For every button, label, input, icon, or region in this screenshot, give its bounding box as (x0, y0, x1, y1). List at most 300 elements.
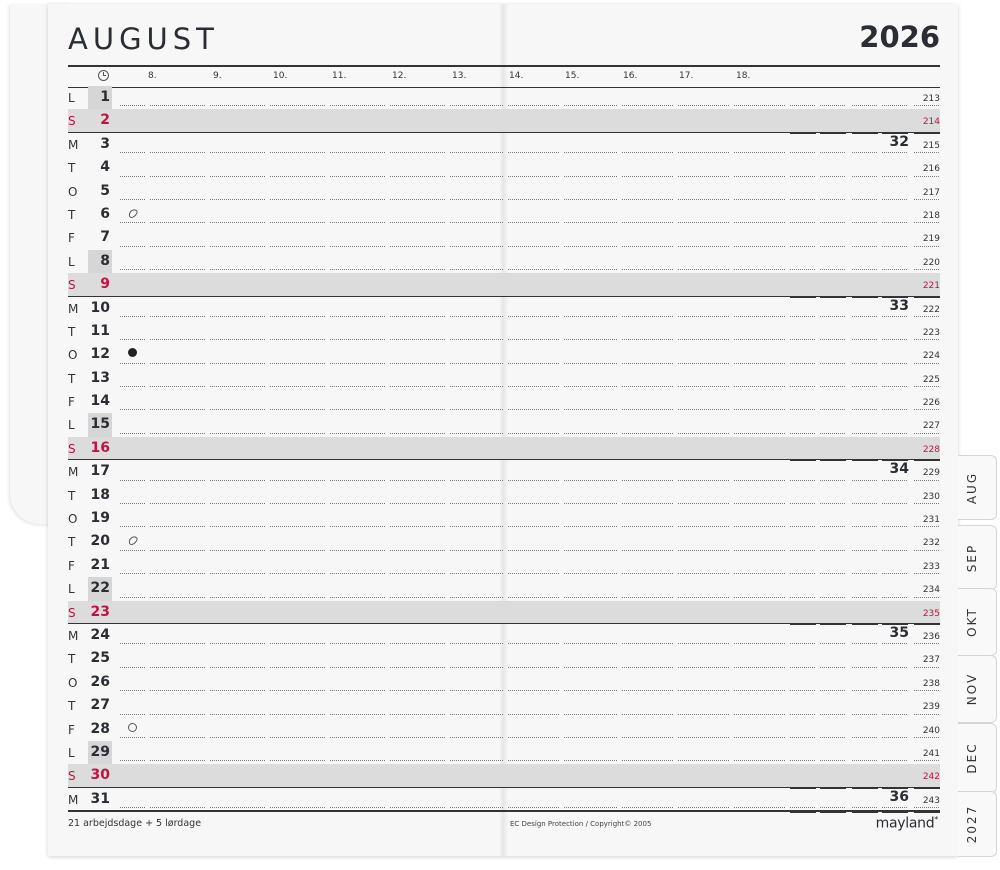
writing-line (508, 246, 560, 247)
day-row[interactable] (68, 133, 940, 156)
moon-phase-full-icon (128, 723, 137, 732)
writing-line (450, 269, 504, 270)
day-number: 20 (90, 533, 110, 550)
day-row[interactable] (68, 577, 940, 600)
day-of-year: 242 (922, 772, 940, 783)
writing-line (150, 363, 206, 364)
day-row[interactable] (68, 601, 940, 624)
writing-line (820, 363, 846, 364)
writing-line (622, 409, 674, 410)
day-of-year: 230 (922, 491, 940, 502)
day-number: 11 (90, 322, 110, 339)
writing-line (390, 433, 446, 434)
writing-line (852, 339, 878, 340)
writing-line (882, 807, 908, 808)
writing-line (120, 105, 146, 106)
day-row[interactable] (68, 250, 940, 273)
writing-line (882, 714, 908, 715)
writing-line (150, 690, 206, 691)
writing-line (210, 433, 266, 434)
weekday-letter: F (68, 722, 75, 737)
writing-line (790, 363, 816, 364)
hour-label: 18. (736, 71, 751, 81)
day-number: 5 (100, 182, 110, 199)
writing-line (120, 409, 146, 410)
day-row[interactable] (68, 671, 940, 694)
writing-line (852, 667, 878, 668)
writing-line (120, 339, 146, 340)
writing-line (790, 269, 816, 270)
writing-line (330, 386, 386, 387)
writing-line (330, 339, 386, 340)
day-number: 25 (90, 650, 110, 667)
writing-line (450, 480, 504, 481)
day-row[interactable] (68, 86, 940, 109)
writing-line (852, 246, 878, 247)
weekday-letter: T (68, 535, 76, 550)
writing-line (622, 363, 674, 364)
writing-line (390, 714, 446, 715)
writing-line (210, 386, 266, 387)
writing-line (622, 714, 674, 715)
day-of-year: 225 (922, 374, 940, 385)
writing-line (508, 550, 560, 551)
writing-line (882, 363, 908, 364)
writing-line (622, 807, 674, 808)
tab-sep[interactable] (958, 525, 997, 590)
writing-line (150, 643, 206, 644)
writing-line (120, 643, 146, 644)
day-of-year: 213 (922, 94, 940, 104)
writing-line (820, 737, 846, 738)
writing-line (914, 246, 940, 247)
month-tabs (958, 455, 1000, 855)
writing-line (508, 316, 560, 317)
tab-nov[interactable] (958, 655, 997, 723)
writing-line (120, 690, 146, 691)
writing-line (150, 480, 206, 481)
writing-line (820, 246, 846, 247)
writing-line (914, 480, 940, 481)
writing-line (882, 246, 908, 247)
writing-line (270, 667, 326, 668)
writing-line (270, 737, 326, 738)
day-row[interactable] (68, 297, 940, 320)
writing-line (120, 737, 146, 738)
writing-line (210, 409, 266, 410)
writing-line (210, 643, 266, 644)
writing-line (678, 363, 730, 364)
writing-line (270, 433, 326, 434)
writing-line (150, 503, 206, 504)
day-row[interactable] (68, 788, 940, 811)
writing-line (734, 316, 786, 317)
writing-line (790, 526, 816, 527)
writing-line (390, 105, 446, 106)
writing-line (150, 246, 206, 247)
writing-line (622, 760, 674, 761)
writing-line (330, 714, 386, 715)
writing-line (622, 503, 674, 504)
day-number: 8 (100, 252, 110, 269)
day-number: 10 (90, 299, 110, 316)
writing-line (820, 526, 846, 527)
writing-line (450, 760, 504, 761)
writing-line (390, 386, 446, 387)
writing-line (390, 503, 446, 504)
writing-line (820, 690, 846, 691)
writing-line (508, 807, 560, 808)
writing-line (622, 690, 674, 691)
writing-line (882, 573, 908, 574)
day-row[interactable] (68, 764, 940, 787)
writing-line (734, 105, 786, 106)
writing-line (820, 714, 846, 715)
writing-line (678, 316, 730, 317)
writing-line (564, 526, 618, 527)
weekday-letter: F (68, 395, 75, 410)
writing-line (150, 807, 206, 808)
writing-line (330, 176, 386, 177)
writing-line (270, 409, 326, 410)
writing-line (914, 573, 940, 574)
writing-line (852, 480, 878, 481)
weekday-letter: L (68, 582, 75, 597)
day-row[interactable] (68, 413, 940, 436)
writing-line (564, 807, 618, 808)
tab-label: NOV (965, 672, 979, 706)
writing-line (508, 573, 560, 574)
writing-line (678, 269, 730, 270)
writing-line (564, 760, 618, 761)
writing-line (914, 269, 940, 270)
day-number: 28 (90, 720, 110, 737)
writing-line (508, 760, 560, 761)
writing-line (330, 199, 386, 200)
day-row[interactable] (68, 320, 940, 343)
day-row[interactable] (68, 343, 940, 366)
writing-line (678, 433, 730, 434)
writing-line (882, 550, 908, 551)
writing-line (734, 222, 786, 223)
writing-line (120, 269, 146, 270)
writing-line (882, 105, 908, 106)
writing-line (820, 480, 846, 481)
writing-line (120, 433, 146, 434)
hour-label: 11. (332, 71, 347, 81)
writing-line (270, 807, 326, 808)
writing-line (790, 690, 816, 691)
writing-line (330, 807, 386, 808)
day-row[interactable] (68, 437, 940, 460)
writing-line (564, 363, 618, 364)
writing-line (508, 269, 560, 270)
writing-line (882, 433, 908, 434)
writing-line (678, 667, 730, 668)
day-row[interactable] (68, 741, 940, 764)
weekday-letter: L (68, 91, 75, 105)
day-row[interactable] (68, 203, 940, 226)
writing-line (678, 573, 730, 574)
day-number: 3 (100, 135, 110, 152)
writing-line (790, 316, 816, 317)
writing-line (330, 316, 386, 317)
hour-label: 13. (452, 71, 467, 81)
writing-line (210, 316, 266, 317)
writing-line (150, 176, 206, 177)
tab-aug[interactable] (958, 455, 997, 520)
footer (68, 810, 940, 832)
writing-line (678, 105, 730, 106)
day-row[interactable] (68, 273, 940, 296)
writing-line (508, 526, 560, 527)
day-number: 19 (90, 510, 110, 527)
day-row[interactable] (68, 180, 940, 203)
writing-line (120, 714, 146, 715)
writing-line (734, 339, 786, 340)
logo-text: mayland (875, 815, 935, 832)
day-number: 30 (90, 767, 110, 784)
day-row[interactable] (68, 624, 940, 647)
day-number: 6 (100, 205, 110, 222)
writing-line (210, 526, 266, 527)
writing-line (564, 409, 618, 410)
writing-line (852, 573, 878, 574)
day-row[interactable] (68, 647, 940, 670)
writing-line (852, 526, 878, 527)
writing-line (450, 667, 504, 668)
day-of-year: 229 (922, 468, 940, 479)
writing-line (622, 526, 674, 527)
writing-line (914, 807, 940, 808)
writing-line (270, 503, 326, 504)
day-row[interactable] (68, 156, 940, 179)
writing-line (564, 714, 618, 715)
writing-line (852, 409, 878, 410)
tab-dec[interactable] (958, 723, 997, 793)
day-number: 29 (90, 743, 110, 760)
writing-line (882, 760, 908, 761)
writing-line (914, 433, 940, 434)
day-number: 17 (90, 463, 110, 480)
hour-label: 8. (148, 71, 157, 81)
writing-line (150, 667, 206, 668)
writing-line (678, 807, 730, 808)
tab-2027[interactable] (958, 791, 997, 857)
writing-line (564, 690, 618, 691)
writing-line (450, 339, 504, 340)
day-row[interactable] (68, 694, 940, 717)
writing-line (210, 199, 266, 200)
writing-line (270, 152, 326, 153)
logo-mark: * (934, 815, 938, 824)
writing-line (678, 176, 730, 177)
day-row[interactable] (68, 367, 940, 390)
day-of-year: 217 (922, 187, 940, 198)
writing-line (852, 152, 878, 153)
day-row[interactable] (68, 530, 940, 553)
writing-line (564, 737, 618, 738)
writing-line (882, 737, 908, 738)
day-number: 27 (90, 697, 110, 714)
writing-line (270, 176, 326, 177)
weekday-letter: L (68, 745, 75, 760)
writing-line (622, 480, 674, 481)
writing-line (790, 597, 816, 598)
day-row[interactable] (68, 718, 940, 741)
writing-line (852, 760, 878, 761)
writing-line (678, 690, 730, 691)
writing-line (820, 760, 846, 761)
writing-line (564, 176, 618, 177)
writing-line (270, 690, 326, 691)
day-row[interactable] (68, 554, 940, 577)
writing-line (330, 526, 386, 527)
weekday-letter: M (68, 137, 79, 152)
writing-line (564, 269, 618, 270)
writing-line (734, 409, 786, 410)
writing-line (150, 386, 206, 387)
writing-line (734, 760, 786, 761)
day-row[interactable] (68, 226, 940, 249)
writing-line (852, 386, 878, 387)
day-of-year: 221 (922, 281, 940, 292)
tab-label: AUG (965, 471, 979, 504)
writing-line (820, 176, 846, 177)
writing-line (508, 667, 560, 668)
writing-line (210, 714, 266, 715)
day-number: 12 (90, 346, 110, 363)
day-row[interactable] (68, 460, 940, 483)
day-of-year: 214 (922, 117, 940, 128)
writing-line (270, 526, 326, 527)
writing-line (120, 480, 146, 481)
writing-line (622, 269, 674, 270)
writing-line (508, 409, 560, 410)
writing-line (734, 550, 786, 551)
day-of-year: 215 (922, 140, 940, 151)
day-number: 14 (90, 393, 110, 410)
writing-line (450, 105, 504, 106)
day-row[interactable] (68, 390, 940, 413)
writing-line (450, 503, 504, 504)
writing-line (622, 597, 674, 598)
day-of-year: 219 (922, 234, 940, 245)
day-row[interactable] (68, 507, 940, 530)
writing-line (210, 246, 266, 247)
writing-line (120, 573, 146, 574)
day-of-year: 220 (922, 257, 940, 268)
writing-line (270, 550, 326, 551)
writing-line (330, 246, 386, 247)
hour-label: 9. (213, 71, 222, 81)
day-row[interactable] (68, 484, 940, 507)
day-row[interactable] (68, 109, 940, 132)
writing-line (120, 503, 146, 504)
writing-line (120, 152, 146, 153)
writing-line (390, 597, 446, 598)
writing-line (508, 199, 560, 200)
writing-line (852, 807, 878, 808)
writing-line (210, 667, 266, 668)
writing-line (564, 246, 618, 247)
writing-line (390, 526, 446, 527)
writing-line (270, 643, 326, 644)
writing-line (882, 176, 908, 177)
writing-line (150, 737, 206, 738)
writing-line (734, 737, 786, 738)
writing-line (210, 807, 266, 808)
moon-phase-last-icon (127, 535, 139, 547)
hour-label: 15. (565, 71, 580, 81)
day-of-year: 223 (922, 327, 940, 338)
writing-line (150, 339, 206, 340)
writing-line (564, 386, 618, 387)
weekday-letter: T (68, 652, 76, 667)
writing-line (622, 222, 674, 223)
writing-line (882, 152, 908, 153)
writing-line (852, 550, 878, 551)
weekday-letter: T (68, 161, 76, 176)
writing-line (210, 573, 266, 574)
writing-line (882, 480, 908, 481)
moon-phase-first-icon (127, 207, 139, 219)
writing-line (120, 550, 146, 551)
day-of-year: 228 (922, 444, 940, 455)
writing-line (914, 105, 940, 106)
day-of-year: 224 (922, 351, 940, 362)
writing-line (734, 667, 786, 668)
writing-line (564, 199, 618, 200)
weekday-letter: T (68, 371, 76, 386)
day-of-year: 222 (922, 304, 940, 315)
writing-line (734, 152, 786, 153)
writing-line (330, 222, 386, 223)
tab-label: 2027 (965, 804, 979, 844)
tab-okt[interactable] (958, 588, 997, 656)
weekday-letter: S (68, 441, 76, 456)
writing-line (914, 503, 940, 504)
week-number: 35 (889, 624, 909, 641)
writing-line (852, 316, 878, 317)
writing-line (450, 409, 504, 410)
writing-line (330, 760, 386, 761)
writing-line (508, 597, 560, 598)
writing-line (734, 597, 786, 598)
writing-line (210, 737, 266, 738)
writing-line (622, 176, 674, 177)
writing-line (734, 714, 786, 715)
writing-line (914, 152, 940, 153)
weekday-letter: T (68, 324, 76, 339)
writing-line (150, 573, 206, 574)
weekday-letter: M (68, 628, 79, 643)
writing-line (390, 152, 446, 153)
writing-line (270, 760, 326, 761)
writing-line (450, 222, 504, 223)
hour-label: 10. (273, 71, 288, 81)
writing-line (450, 737, 504, 738)
writing-line (914, 597, 940, 598)
writing-line (622, 667, 674, 668)
writing-line (450, 526, 504, 527)
writing-line (450, 690, 504, 691)
writing-line (150, 760, 206, 761)
writing-line (120, 807, 146, 808)
writing-line (734, 363, 786, 364)
writing-line (120, 597, 146, 598)
writing-line (150, 316, 206, 317)
